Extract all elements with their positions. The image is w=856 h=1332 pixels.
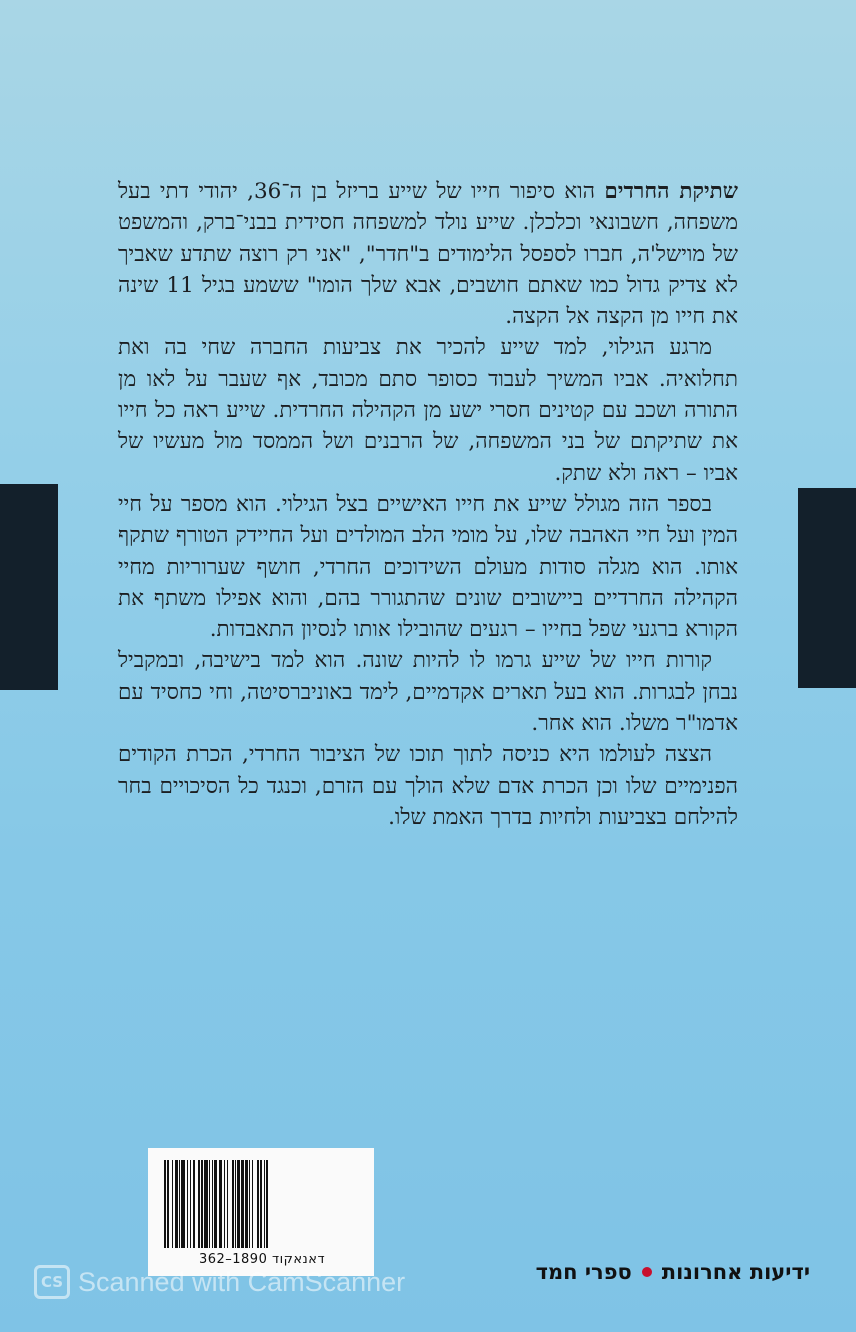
blurb-paragraph-3 — [118, 489, 738, 645]
right-dark-tab — [798, 488, 856, 688]
publisher-line — [536, 1260, 810, 1284]
camscanner-logo-icon: CS — [34, 1265, 70, 1299]
paragraph-text: בספר הזה מגולל שייע את חייו האישיים בצל הגילוי. הוא מספר על חיי המין ועל חיי האהבה שלו, על מומי הלב המולדים ועל החיידק הטורף שתקף אותו. הוא מגלה סודות מעולם השידוכים החרדי, חושף שערוריות מחיי הקהילה החרדיים ביישובים שונים שהתגורר בהם, והוא אפילו משתף את הקורא ברגעי שפל בחייו – רגעים שהובילו אותו לנסיון התאבדות. — [118, 491, 738, 643]
blurb-text — [118, 176, 738, 833]
paragraph-text: מרגע הגילוי, למד שייע להכיר את צביעות החברה שחי בה ואת תחלואיה. אביו המשיך לעבוד כסופר סתם מכובד, אף שעבר על לאו מן התורה ושכב עם קטינים חסרי ישע מן הקהילה החרדית. שייע ראה כל חייו את שתיקתם של בני המשפחה, של הרבנים ושל הממסד מול מעשיו של אביו – ראה ולא שתק. — [118, 335, 738, 486]
publisher-name-2: ספרי חמד — [535, 1260, 632, 1284]
left-dark-tab — [0, 484, 58, 690]
separator-dot-icon — [642, 1267, 652, 1277]
paragraph-text: קורות חייו של שייע גרמו לו להיות שונה. הוא למד בישיבה, ובמקביל נבחן לבגרות. הוא בעל תארים אקדמיים, לימד באוניברסיטה, וחי כחסיד עם אדמו"ר משלו. הוא אחר. — [118, 648, 738, 737]
paragraph-text: הוא סיפור חייו של שייע בריזל בן ה־36, יהודי דתי בעל משפחה, חשבונאי וכלכלן. שייע נולד למשפחה חסידית בבני־ברק, והמשפט של מוישל'ה, חברו לספסל הלימודים ב"חדר", "אני רק רוצה שתדע שאביך לא צדיק גדול כמו שאתם חושבים, אבא שלך הומו" ששמע בגיל 11 שינה את חייו מן הקצה אל הקצה. — [118, 179, 738, 330]
publisher-name-1: ידיעות אחרונות — [661, 1260, 810, 1284]
blurb-paragraph-2 — [118, 332, 738, 488]
camscanner-watermark — [34, 1265, 405, 1299]
blurb-paragraph-1 — [118, 176, 738, 332]
barcode-gap — [268, 1160, 271, 1248]
barcode-graphic — [164, 1160, 360, 1248]
barcode-label — [148, 1148, 374, 1276]
blurb-paragraph-5 — [118, 739, 738, 833]
watermark-text: Scanned with CamScanner — [78, 1266, 406, 1297]
blurb-paragraph-4 — [118, 645, 738, 739]
paragraph-text: הצצה לעולמו היא כניסה לתוך תוכו של הציבור החרדי, הכרת הקודים הפנימיים שלו וכן הכרת אדם שלא הולך עם הזרם, וכנגד כל הסיכויים בחר להילחם בצביעות ולחיות בדרך האמת שלו. — [118, 742, 738, 830]
book-title: שתיקת החרדים — [604, 179, 739, 204]
barcode-number: דאנאקוד 1890–362 — [198, 1252, 326, 1267]
